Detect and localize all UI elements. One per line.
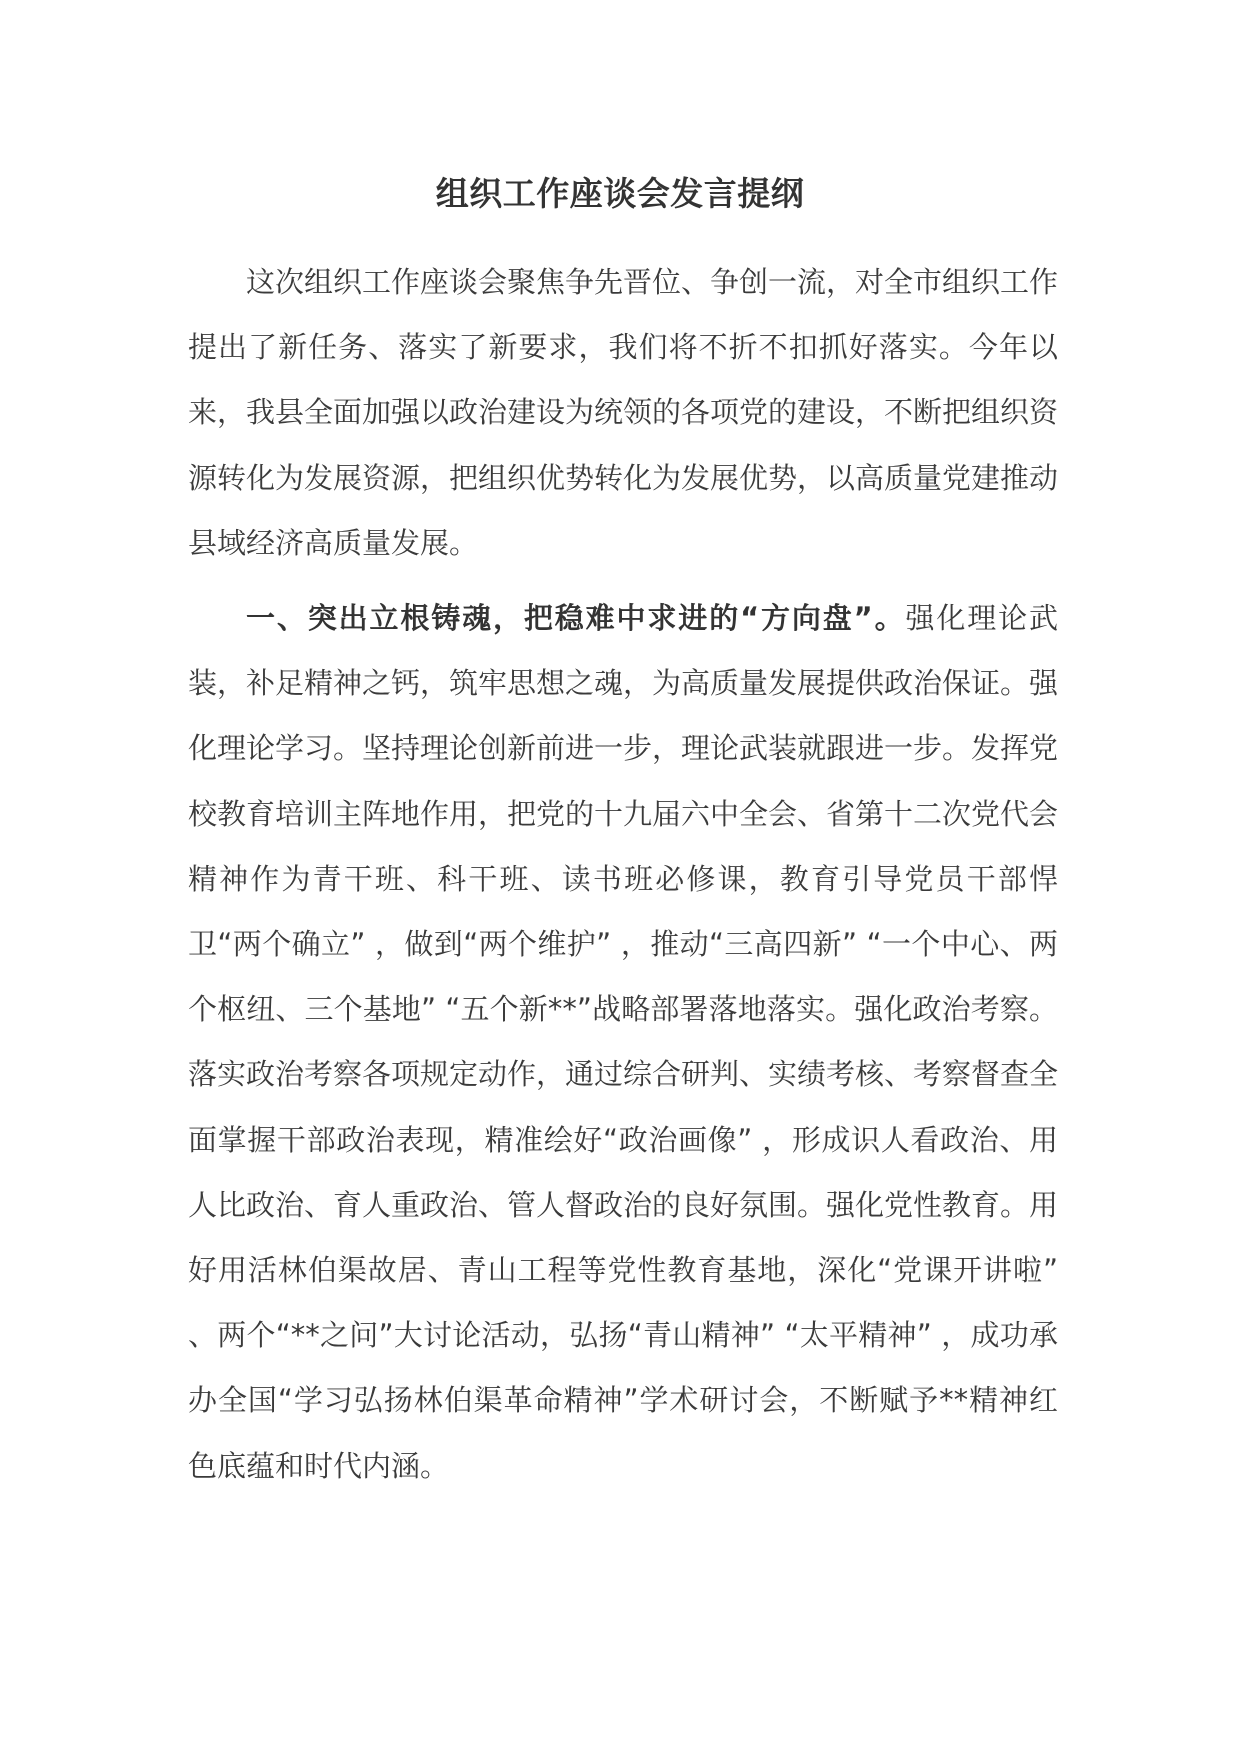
document-body — [188, 250, 1058, 1499]
section-1-paragraph — [188, 586, 1058, 1499]
section-1-heading: 一、突出立根铸魂，把稳难中求进的“方向盘”。 — [246, 601, 906, 636]
intro-paragraph: 这次组织工作座谈会聚焦争先晋位、争创一流，对全市组织工作提出了新任务、落实了新要求，我们将不折不扣抓好落实。今年以来，我县全面加强以政治建设为统领的各项党的建设，不断把组织资源转化为发展资源，把组织优势转化为发展优势，以高质量党建推动县域经济高质量发展。 — [188, 265, 1059, 560]
section-1-body: 强化理论武装，补足精神之钙，筑牢思想之魂，为高质量发展提供政治保证。强化理论学习。坚持理论创新前进一步，理论武装就跟进一步。发挥党校教育培训主阵地作用，把党的十九届六中全会、省第十二次党代会精神作为青干班、科干班、读书班必修课，教育引导党员干部悍卫“两个确立” ，做到“两个维护” ，推动“三高四新” “一个中心、两个枢纽、三个基地” “五个新**”战略部署落地落实。强化政治考察。落实政治考察各项规定动作，通过综合研判、实绩考核、考察督查全面掌握干部政治表现，精准绘好“政治画像” ，形成识人看政治、用人比政治、育人重政治、管人督政治的良好氛围。强化党性教育。用好用活林伯渠故居、青山工程等党性教育基地，深化“党课开讲啦” 、两个“**之问”大讨论活动，弘扬“青山精神” “太平精神” ，成功承办全国“学习弘扬林伯渠革命精神”学术研讨会，不断赋予**精神红色底蕴和时代内涵。 — [188, 601, 1059, 1483]
document-title: 组织工作座谈会发言提纲 — [435, 174, 805, 213]
